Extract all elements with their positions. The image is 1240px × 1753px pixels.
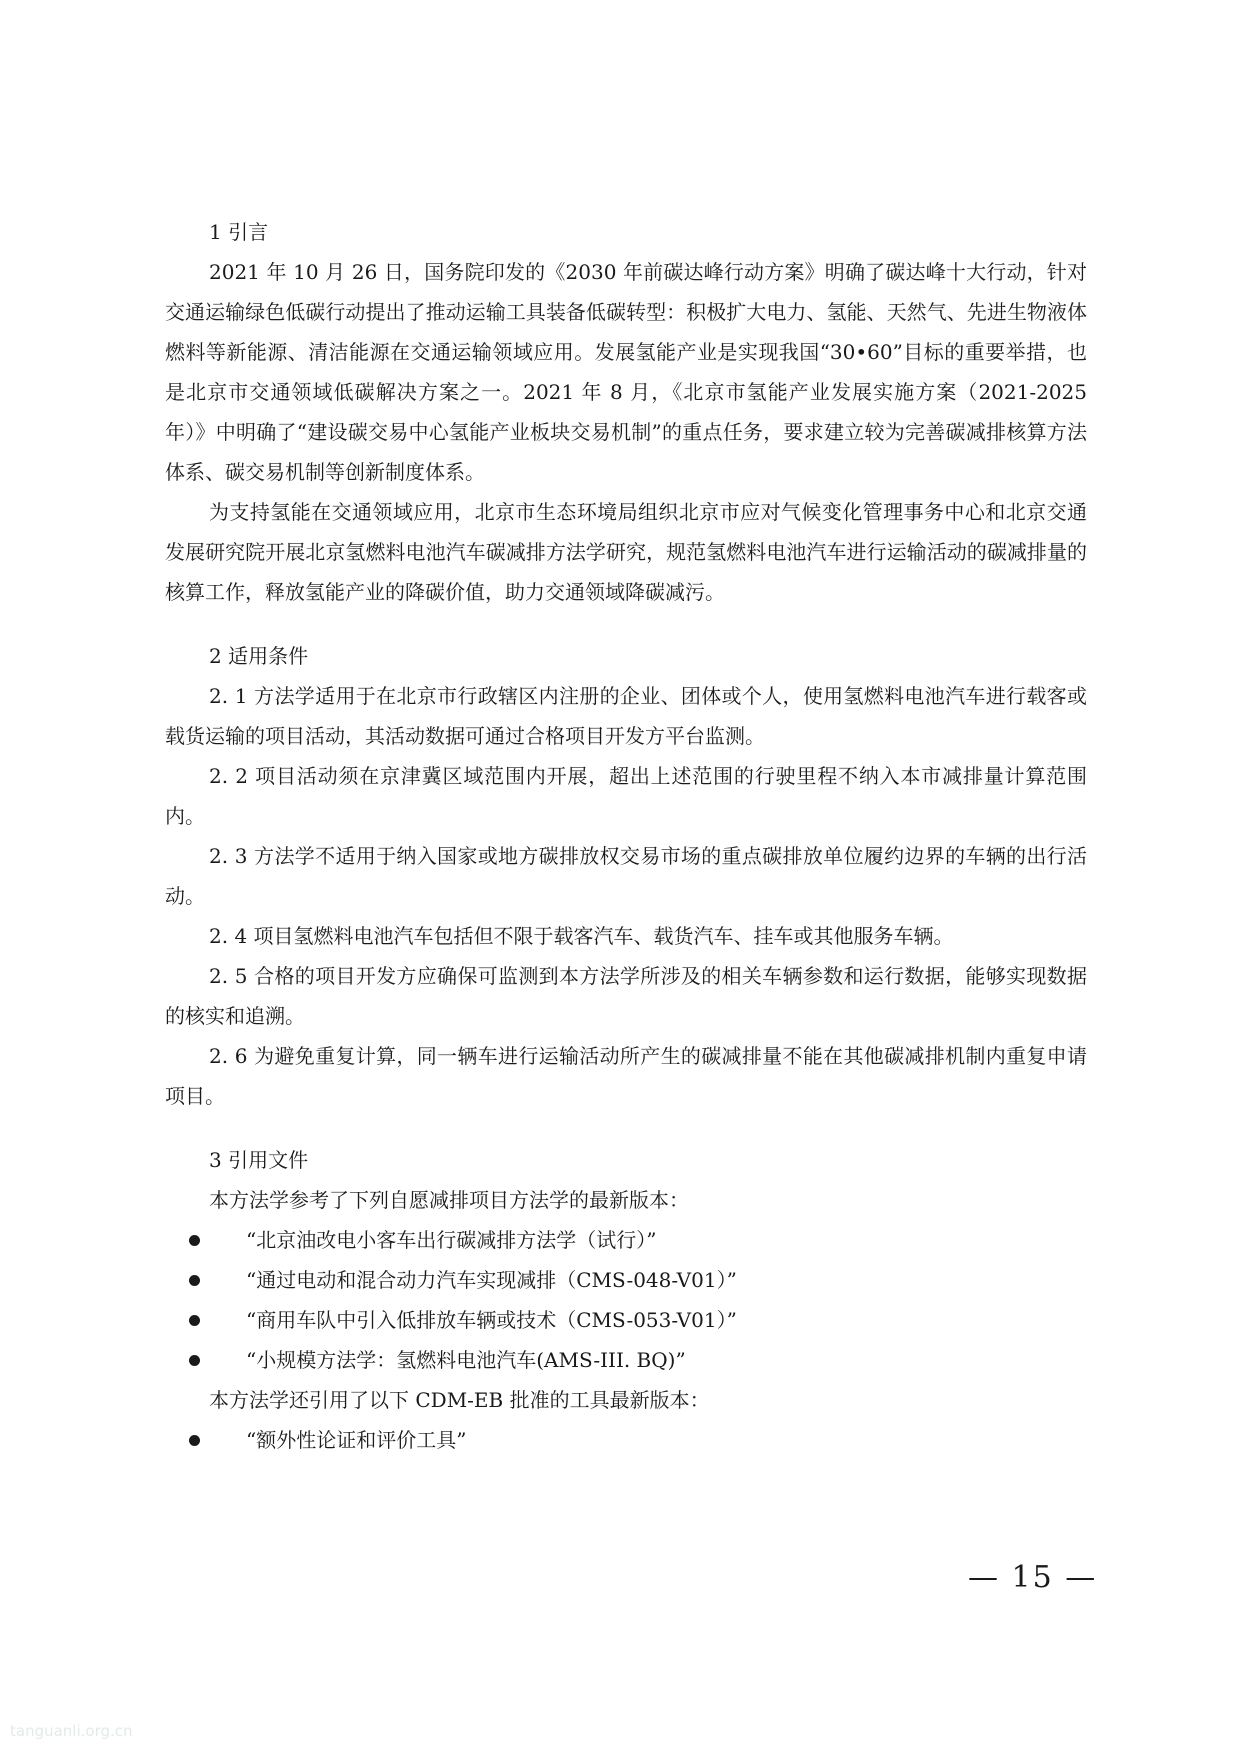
clause-2-4: 2. 4 项目氢燃料电池汽车包括但不限于载客汽车、载货汽车、挂车或其他服务车辆。 xyxy=(209,924,954,948)
section-heading-2: 2 适用条件 xyxy=(209,644,309,668)
bullet-icon xyxy=(189,1315,200,1326)
list-item xyxy=(165,1340,1087,1380)
list-item-text: “小规模方法学：氢燃料电池汽车(AMS-III. BQ)” xyxy=(246,1348,686,1372)
clause-2-2: 2. 2 项目活动须在京津冀区域范围内开展，超出上述范围的行驶里程不纳入本市减排量计算范围内。 xyxy=(165,764,1087,828)
bullet-icon xyxy=(189,1435,200,1446)
list-item-text: “额外性论证和评价工具” xyxy=(246,1428,467,1452)
list-item-text: “通过电动和混合动力汽车实现减排（CMS-048-V01）” xyxy=(246,1268,737,1292)
section-heading-3: 3 引用文件 xyxy=(209,1148,309,1172)
list-item-text: “商用车队中引入低排放车辆或技术（CMS-053-V01）” xyxy=(246,1308,737,1332)
paragraph: 2021 年 10 月 26 日，国务院印发的《2030 年前碳达峰行动方案》明确了碳达峰十大行动，针对交通运输绿色低碳行动提出了推动运输工具装备低碳转型：积极扩大电力、氢能、天然气、先进生物液体燃料等新能源、清洁能源在交通运输领域应用。发展氢能产业是实现我国“30•60”目标的重要举措，也是北京市交通领域低碳解决方案之一。2021 年 8 月，《北京市氢能产业发展实施方案（2021-2025 年）》中明确了“建设碳交易中心氢能产业板块交易机制”的重点任务，要求建立较为完善碳减排核算方法体系、碳交易机制等创新制度体系。 xyxy=(165,260,1087,484)
paragraph: 为支持氢能在交通领域应用，北京市生态环境局组织北京市应对气候变化管理事务中心和北京交通发展研究院开展北京氢燃料电池汽车碳减排方法学研究，规范氢燃料电池汽车进行运输活动的碳减排量的核算工作，释放氢能产业的降碳价值，助力交通领域降碳减污。 xyxy=(165,500,1087,604)
list-item xyxy=(165,1420,1087,1460)
list-item xyxy=(165,1300,1087,1340)
clause-2-1: 2. 1 方法学适用于在北京市行政辖区内注册的企业、团体或个人，使用氢燃料电池汽车进行载客或载货运输的项目活动，其活动数据可通过合格项目开发方平台监测。 xyxy=(165,684,1087,748)
watermark: tanguanli.org.cn xyxy=(10,1722,133,1740)
bullet-icon xyxy=(189,1235,200,1246)
page-number: — 15 — xyxy=(968,1560,1098,1595)
list-item xyxy=(165,1220,1087,1260)
bullet-icon xyxy=(189,1355,200,1366)
list-item-text: “北京油改电小客车出行碳减排方法学（试行）” xyxy=(246,1228,657,1252)
section-heading-1: 1 引言 xyxy=(209,220,269,244)
clause-2-6: 2. 6 为避免重复计算，同一辆车进行运输活动所产生的碳减排量不能在其他碳减排机制内重复申请项目。 xyxy=(165,1044,1087,1108)
reference-intro: 本方法学参考了下列自愿减排项目方法学的最新版本： xyxy=(209,1188,689,1212)
clause-2-3: 2. 3 方法学不适用于纳入国家或地方碳排放权交易市场的重点碳排放单位履约边界的车辆的出行活动。 xyxy=(165,844,1087,908)
list-item xyxy=(165,1260,1087,1300)
clause-2-5: 2. 5 合格的项目开发方应确保可监测到本方法学所涉及的相关车辆参数和运行数据，能够实现数据的核实和追溯。 xyxy=(165,964,1087,1028)
bullet-icon xyxy=(189,1275,200,1286)
document-body xyxy=(165,212,1087,1460)
tool-intro: 本方法学还引用了以下 CDM-EB 批准的工具最新版本： xyxy=(209,1388,710,1412)
